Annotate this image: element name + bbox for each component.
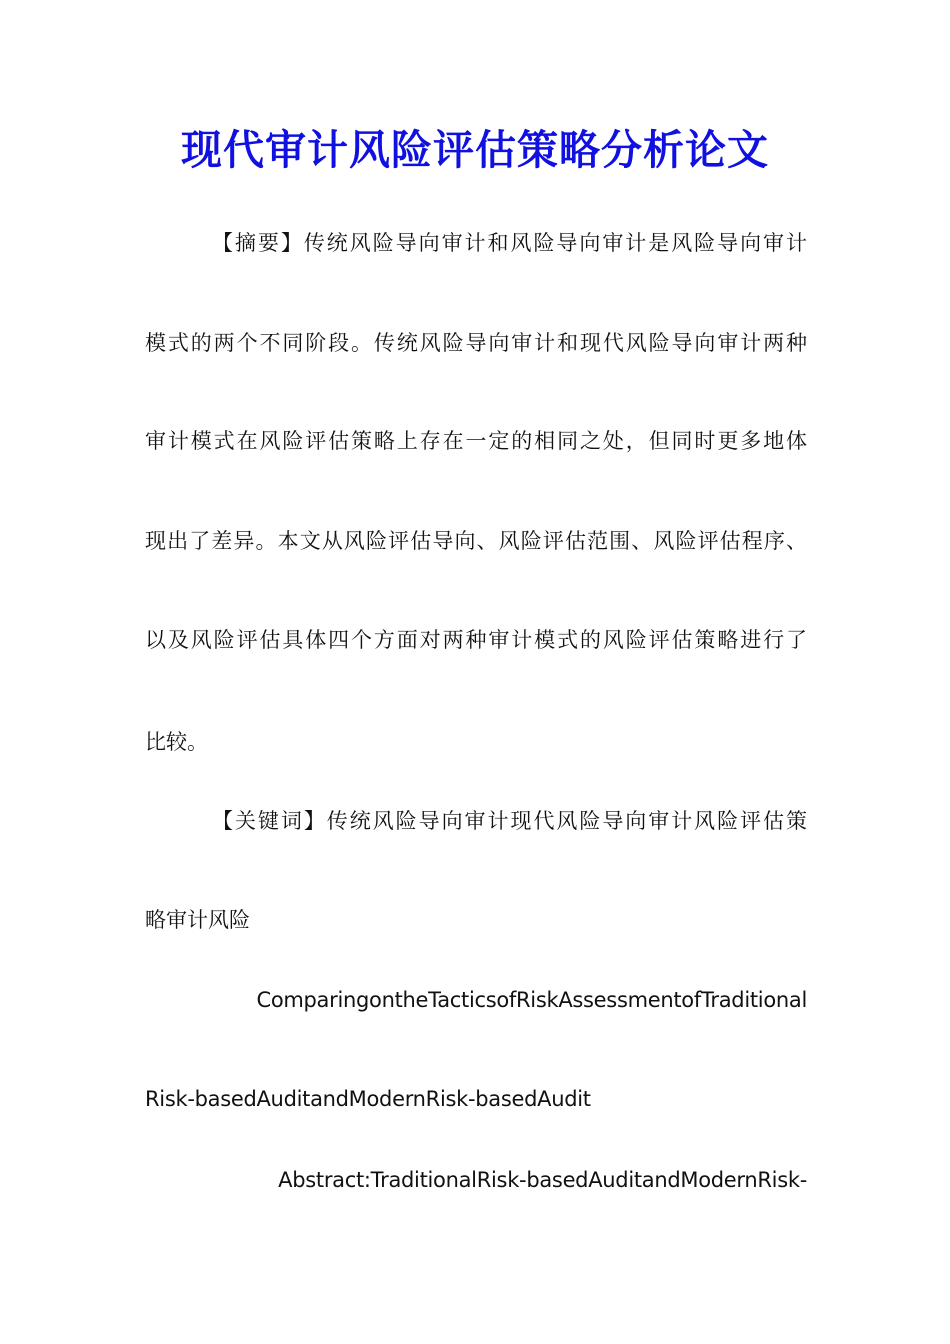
abstract-line-1: 【摘要】传统风险导向审计和风险导向审计是风险导向审计 (212, 231, 807, 255)
abstract-line-5: 以及风险评估具体四个方面对两种审计模式的风险评估策略进行了 (145, 628, 807, 652)
keywords-line-2: 略审计风险 (145, 908, 250, 932)
english-title-line-1: ComparingontheTacticsofRiskAssessmentofTraditional (256, 988, 807, 1012)
document-title: 现代审计风险评估策略分析论文 (181, 126, 769, 174)
english-abstract-line-1: Abstract:TraditionalRisk-basedAuditandModernRisk- (278, 1168, 807, 1192)
keywords-line-1: 【关键词】传统风险导向审计现代风险导向审计风险评估策 (212, 809, 807, 833)
english-title-line-2: Risk-basedAuditandModernRisk-basedAudit (145, 1087, 591, 1111)
abstract-line-2: 模式的两个不同阶段。传统风险导向审计和现代风险导向审计两种 (145, 331, 807, 355)
abstract-line-4: 现出了差异。本文从风险评估导向、风险评估范围、风险评估程序、 (145, 529, 807, 553)
abstract-line-3: 审计模式在风险评估策略上存在一定的相同之处，但同时更多地体 (145, 429, 807, 453)
abstract-line-6: 比较。 (145, 730, 208, 754)
